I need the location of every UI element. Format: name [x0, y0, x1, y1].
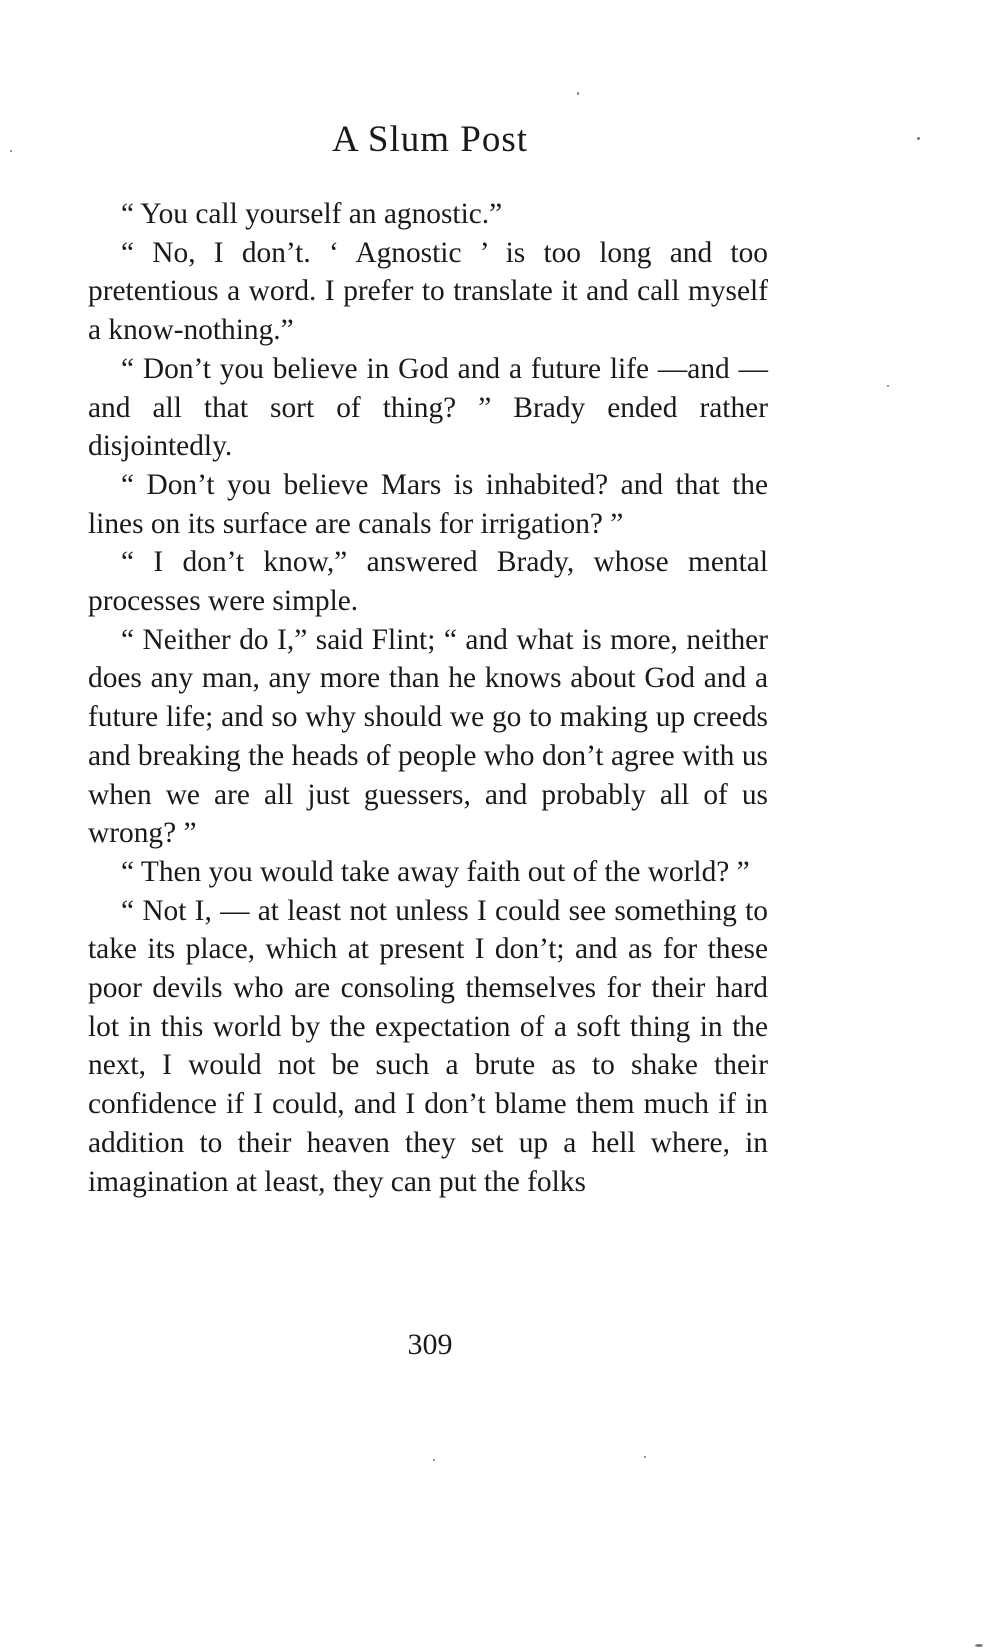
scan-speck — [433, 1459, 435, 1461]
paragraph: “ Then you would take away faith out of the world? ” — [121, 855, 750, 888]
paragraph: “ Neither do I,” said Flint; “ and what is more, neither does any man, any more than he knows about God and a future life; and so why should we go to making up creeds and breaking the heads of people who don’t agree with us when we are all just guessers, and probably all of us wrong? ” — [88, 623, 768, 850]
paragraph: “ You call yourself an agnostic.” — [121, 198, 503, 230]
paragraph: “ Not I, — at least not unless I could see something to take its place, which at present I don’t; and as for these poor devils who are consoling themselves for their hard lot in this world by the expectation of a soft thing in the next, I would not be such a brute as to shake their confidence if I could, and I don’t blame them much if in addition to their heaven they set up a hell where, in imagination at least, they can put the folks — [88, 894, 768, 1198]
paragraph: “ I don’t know,” answered Brady, whose mental processes were simple. — [88, 546, 768, 618]
scan-speck — [644, 1456, 646, 1458]
paragraph: “ Don’t you believe Mars is inhabited? and that the lines on its surface are canals for irrigation? ” — [88, 468, 768, 540]
scan-speck — [917, 137, 920, 140]
running-head: A Slum Post — [331, 119, 529, 160]
scan-speck — [887, 385, 889, 387]
scan-speck — [10, 150, 12, 152]
scan-speck — [975, 1644, 983, 1647]
paragraph: “ No, I don’t. ‘ Agnostic ’ is too long and too pretentious a word. I prefer to translate it and call myself a know-nothing.” — [88, 236, 768, 347]
scan-speck — [577, 92, 579, 95]
paragraph: “ Don’t you believe in God and a future life —and — and all that sort of thing? ” Brady ended rather disjointedly. — [88, 352, 768, 463]
body-text — [88, 195, 768, 1201]
page-number: 309 — [407, 1328, 453, 1361]
